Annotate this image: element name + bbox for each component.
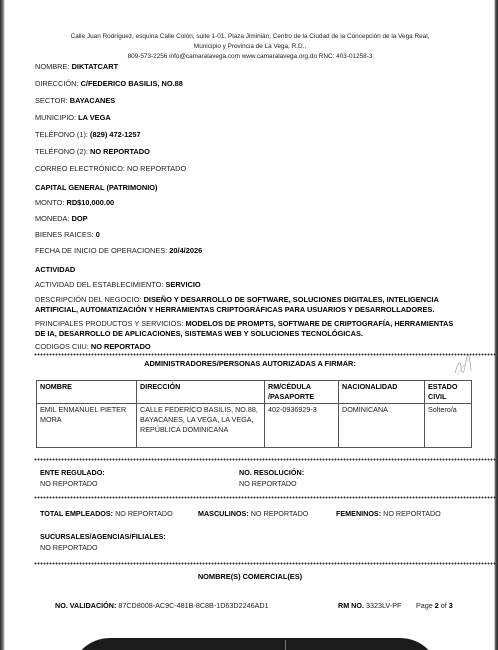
nombres-comerciales-title: NOMBRE(S) COMERCIAL(ES) (197, 572, 303, 581)
direccion-value: C/FEDERICO BASILIS, NO.88 (80, 79, 183, 88)
cell-estado-civil: Soltero/a (425, 404, 472, 448)
overlay-bar[interactable] (70, 638, 440, 650)
capital-section-title: CAPITAL GENERAL (PATRIMONIO) (35, 183, 158, 192)
telefono-2-value: NO REPORTADO (90, 147, 150, 156)
nombre-value: DIKTATCART (71, 62, 119, 71)
masculinos-label: MASCULINOS: (198, 509, 249, 518)
rm-value: 3323LV-PF (365, 601, 402, 610)
validacion-label: NO. VALIDACIÓN: (55, 601, 117, 610)
sucursales-label: SUCURSALES/AGENCIAS/FILIALES: (40, 532, 166, 541)
header-municipio-line: Municipio y Provincia de La Vega, R.D., (193, 43, 307, 50)
field-descripcion-negocio (35, 295, 465, 315)
masculinos-value: NO REPORTADO (250, 509, 309, 518)
header-contact-line: 809-573-2256 info@camaralavega.com www.camaralavega.org.do RNC: 403-01258-3 (127, 53, 373, 60)
header-estado-civil: ESTADO CIVIL (425, 381, 472, 404)
femeninos-label: FEMENINOS: (336, 509, 382, 518)
moneda-label: MONEDA: (35, 214, 70, 223)
header-cedula: RM/CÉDULA /PASAPORTE (265, 381, 339, 404)
document-header (20, 32, 480, 62)
header-nombre: NOMBRE (37, 381, 137, 404)
field-actividad-establecimiento (35, 280, 201, 290)
telefono-2-label: TELÉFONO (2): (35, 147, 88, 156)
rm-label: RM NO. (338, 601, 364, 610)
cell-cedula: 402-0936929-3 (265, 404, 339, 448)
telefono-1-value: (829) 472-1257 (90, 130, 141, 139)
actividad-section-title: ACTIVIDAD (35, 265, 76, 274)
field-direccion (35, 79, 183, 89)
productos-servicios-value: MODELOS DE PROMPTS, SOFTWARE DE CRIPTOGRAFÍA, HERRAMIENTAS DE IA, DESARROLLO DE APLICACIONES, SISTEMAS WEB Y SOLUCIONES TECNOLÓGICAS. (35, 319, 454, 338)
descripcion-negocio-label: DESCRIPCIÓN DEL NEGOCIO: (35, 295, 142, 304)
telefono-1-label: TELÉFONO (1): (35, 130, 88, 139)
field-bienes-raices (35, 230, 100, 240)
validacion-value: 87CD8008-AC9C-481B-8C8B-1D63D2246AD1 (118, 601, 269, 610)
codigos-ciiu-value: NO REPORTADO (90, 342, 151, 351)
moneda-value: DOP (71, 214, 88, 223)
asterisk-divider (34, 458, 498, 461)
field-telefono-2 (35, 147, 150, 157)
administradores-title: ADMINISTRADORES/PERSONAS AUTORIZADAS A FIRMAR: (144, 359, 356, 368)
fecha-inicio-label: FECHA DE INICIO DE OPERACIONES: (35, 246, 168, 255)
femeninos (336, 509, 441, 518)
asterisk-divider (34, 353, 498, 356)
table-header-row (37, 381, 472, 404)
resolucion-value: NO REPORTADO (239, 479, 297, 488)
monto-value: RD$10,000.00 (66, 198, 115, 207)
administradores-table (36, 380, 472, 448)
page-edge-right (494, 0, 498, 650)
field-telefono-1 (35, 130, 141, 140)
bienes-raices-value: 0 (95, 230, 100, 239)
header-direccion: DIRECCIÓN (137, 381, 265, 404)
asterisk-divider (34, 496, 498, 499)
field-sector (35, 96, 115, 106)
municipio-label: MUNICIPIO: (35, 113, 77, 122)
actividad-establecimiento-value: SERVICIO (165, 280, 201, 289)
page-total: 3 (448, 601, 453, 610)
codigos-ciiu-label: CODIGOS CIIU: (35, 342, 89, 351)
header-address-line: Calle Juan Rodríguez, esquina Calle Colón, suite 1-01, Plaza Jiminián, Centro de la Ciudad de la Concepción de la Vega Real, (70, 33, 430, 40)
page-indicator: Page 2 of 3 (416, 601, 453, 610)
resolucion-label: NO. RESOLUCIÓN: (239, 468, 305, 477)
table-row (37, 404, 472, 448)
nombre-label: NOMBRE: (35, 62, 70, 71)
total-empleados (40, 509, 173, 518)
field-fecha-inicio (35, 246, 202, 256)
overlay-divider (285, 640, 286, 650)
ente-regulado-label: ENTE REGULADO: (40, 468, 105, 477)
page-current: 2 (434, 601, 439, 610)
field-moneda (35, 214, 88, 224)
page-edge-left (0, 0, 5, 650)
field-productos-servicios (35, 319, 465, 339)
signature-mark-icon (452, 355, 474, 377)
municipio-value: LA VEGA (78, 113, 111, 122)
rm-number (338, 601, 401, 610)
field-municipio (35, 113, 111, 123)
masculinos (198, 509, 308, 518)
actividad-establecimiento-label: ACTIVIDAD DEL ESTABLECIMIENTO: (35, 280, 164, 289)
field-monto (35, 198, 114, 208)
field-codigos-ciiu (35, 342, 151, 352)
productos-servicios-label: PRINCIPALES PRODUCTOS Y SERVICIOS: (35, 319, 184, 328)
field-nombre (35, 62, 118, 72)
fecha-inicio-value: 20/4/2026 (169, 246, 203, 255)
total-empleados-label: TOTAL EMPLEADOS: (40, 509, 114, 518)
ente-regulado-value: NO REPORTADO (40, 479, 98, 488)
femeninos-value: NO REPORTADO (383, 509, 441, 518)
header-nacionalidad: NACIONALIDAD (339, 381, 425, 404)
sector-label: SECTOR: (35, 96, 68, 105)
monto-label: MONTO: (35, 198, 65, 207)
total-empleados-value: NO REPORTADO (115, 509, 173, 518)
bienes-raices-label: BIENES RAICES: (35, 230, 94, 239)
sucursales-value: NO REPORTADO (40, 543, 98, 552)
correo-value: NO REPORTADO (127, 164, 187, 173)
cell-direccion: CALLE FEDERICO BASILIS, NO.88, BAYACANES, LA VEGA, LA VEGA, REPÚBLICA DOMINICANA (137, 404, 265, 448)
field-correo (35, 164, 186, 174)
cell-nombre: EMIL ENMANUEL PIETER MORA (37, 404, 137, 448)
direccion-label: DIRECCIÓN: (35, 79, 79, 88)
cell-nacionalidad: DOMINICANA (339, 404, 425, 448)
correo-label: CORREO ELECTRÓNICO: (35, 164, 125, 173)
validacion (55, 601, 269, 610)
descripcion-negocio-value: DISEÑO Y DESARROLLO DE SOFTWARE, SOLUCIONES DIGITALES, INTELIGENCIA ARTIFICIAL, AUTOMATIZACIÓN Y HERRAMIENTAS CRIPTOGRÁFICAS PARA USUARIOS Y DESARROLLADORES. (35, 295, 439, 314)
asterisk-divider (34, 562, 498, 565)
sector-value: BAYACANES (69, 96, 116, 105)
